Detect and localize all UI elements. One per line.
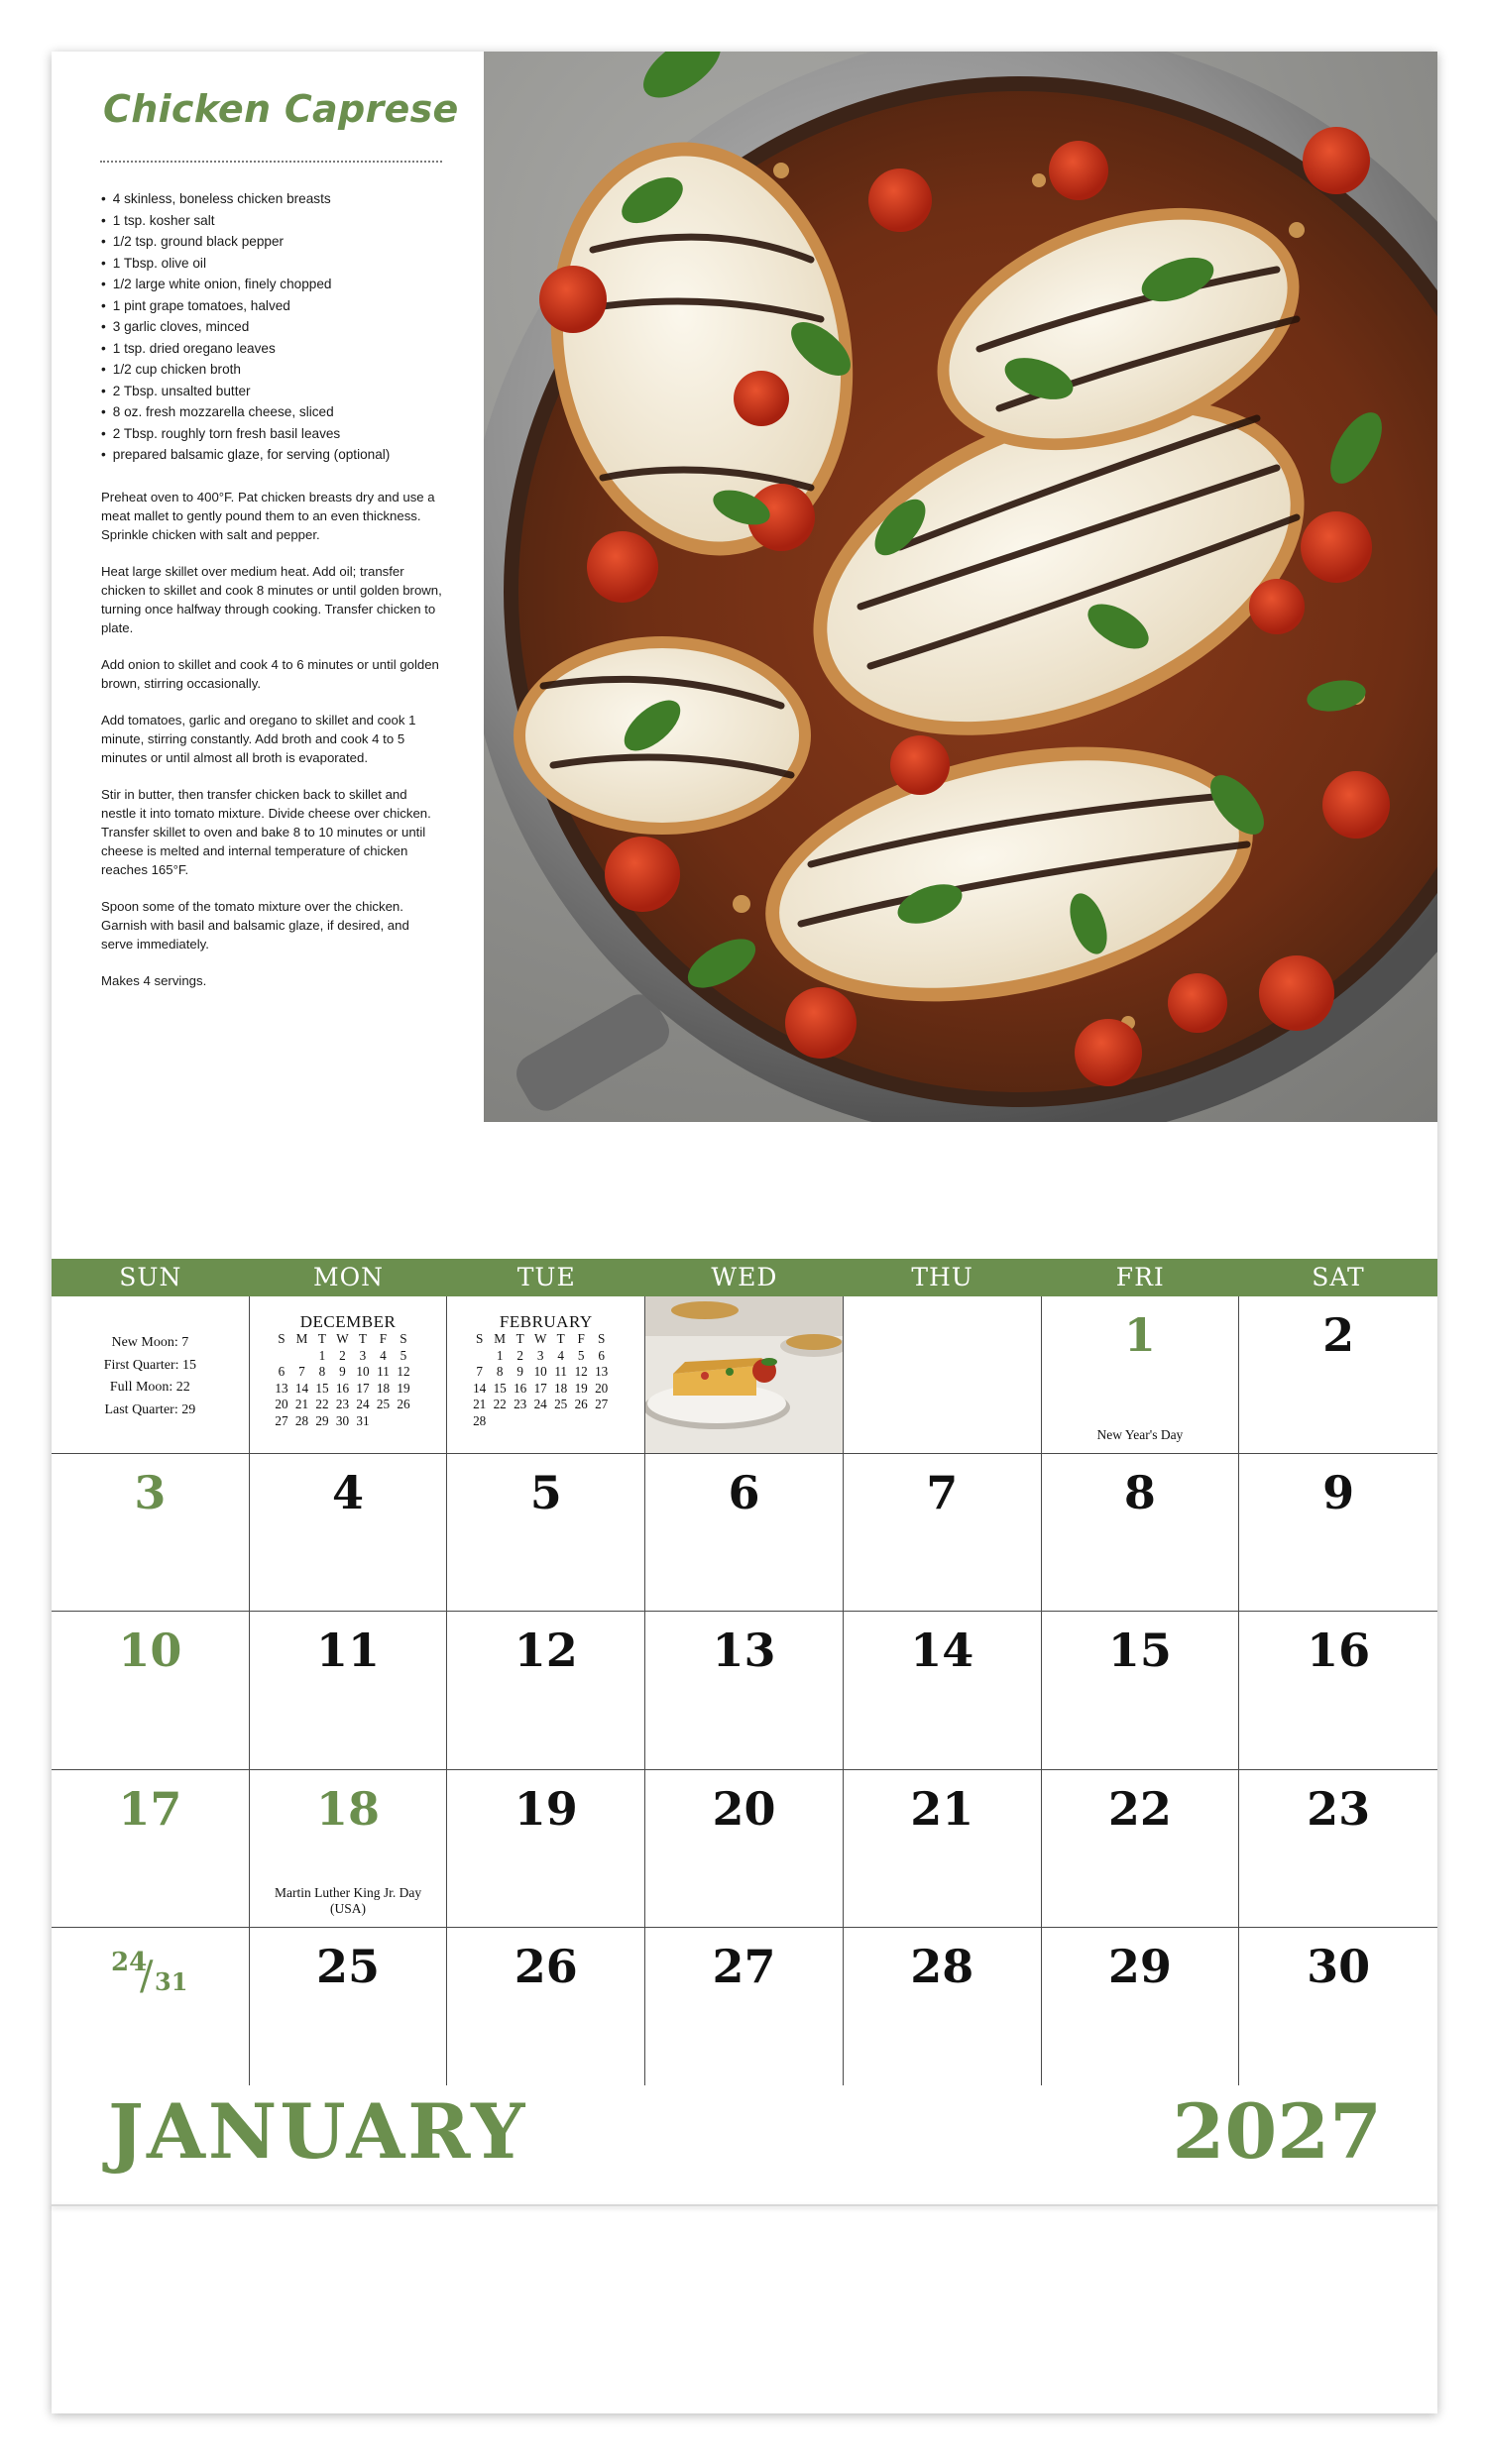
day-cell[interactable] [1239,1612,1437,1769]
mini-day: 23 [335,1397,350,1411]
day-cell[interactable] [645,1612,844,1769]
mini-day: 1 [496,1347,504,1363]
mini-day: 16 [514,1380,527,1396]
moon-phase-list [52,1332,249,1421]
mini-day: 8 [496,1364,504,1379]
mini-day: 22 [493,1397,507,1411]
ingredient-list [101,188,458,466]
mini-day: 8 [318,1364,326,1379]
mini-day: 12 [397,1364,410,1379]
ingredient-item: • 4 skinless, boneless chicken breasts [101,188,458,210]
instruction-paragraph: Makes 4 servings. [101,973,207,988]
mini-calendar-title: FEBRUARY [499,1312,593,1331]
mini-weekday: S [476,1331,484,1346]
day-cell[interactable] [1042,1928,1240,2085]
mini-day: 19 [397,1380,410,1396]
dotted-divider [100,161,442,163]
day-number: 26 [514,1939,578,1993]
mini-day: 18 [376,1380,391,1396]
mini-weekday: M [494,1331,507,1346]
day-cell[interactable] [447,1612,645,1769]
mini-day: 9 [339,1364,346,1379]
mini-day: 21 [294,1397,309,1411]
frittata-photo [645,1296,843,1453]
mini-day: 2 [339,1347,346,1363]
moon-phase-item: Last Quarter: 29 [104,1401,196,1417]
mini-calendar-grid [272,1331,437,1429]
mini-day: 20 [595,1380,609,1396]
day-number: 20 [712,1781,776,1836]
day-number: 3 [134,1466,167,1520]
day-cell[interactable] [1042,1612,1240,1769]
day-number: 8 [1123,1466,1156,1520]
mini-day: 6 [278,1364,286,1379]
mini-day: 17 [356,1380,370,1396]
day-number: 11 [316,1624,381,1678]
weekday-header: FRI [1115,1263,1165,1291]
day-cell[interactable] [1042,1770,1240,1928]
mini-day: 29 [315,1412,329,1428]
day-number: 6 [728,1466,760,1520]
mini-day [550,1413,571,1430]
mini-calendar-december [250,1296,448,1454]
ingredient-item: • 1 tsp. dried oregano leaves [101,338,458,360]
ingredient-item: • 1/2 tsp. ground black pepper [101,231,458,253]
mini-day: 22 [315,1397,329,1411]
mini-day: 24 [533,1397,547,1411]
day-cell[interactable] [844,1928,1042,2085]
day-cell[interactable] [645,1770,844,1928]
mini-day: 25 [554,1397,568,1411]
recipe-title: Chicken Caprese [103,87,459,131]
instruction-paragraph: Stir in butter, then transfer chicken back to skillet and nestle it into tomato mixture. Divide cheese over chicken. Transfer skillet to oven and bake 8 to 10 minutes or until cheese is melted and internal temperature of chicken reaches 165°F. [101,787,431,877]
food-thumbnail-cell [645,1296,844,1454]
day-cell[interactable] [447,1928,645,2085]
day-cell[interactable] [250,1454,448,1612]
mini-day: 23 [514,1397,527,1411]
mini-day: 12 [574,1364,588,1379]
mini-day: 7 [298,1364,305,1379]
instruction-paragraph: Add onion to skillet and cook 4 to 6 minutes or until golden brown, stirring occasionally. [101,657,439,691]
ingredient-item: • 1 tsp. kosher salt [101,210,458,232]
ingredient-item: • 3 garlic cloves, minced [101,316,458,338]
skillet-illustration [484,52,1437,1122]
month-name: JANUARY [108,2087,528,2176]
mini-day: 10 [533,1364,547,1379]
day-number: 14 [910,1624,974,1678]
mini-day: 10 [356,1364,370,1379]
mini-day: 15 [493,1380,507,1396]
mini-day: 15 [315,1380,329,1396]
mini-day: 2 [516,1347,523,1363]
mini-day: 21 [473,1397,487,1411]
day-number: 9 [1322,1466,1355,1520]
mini-day: 16 [335,1380,350,1396]
empty-cell [844,1296,1042,1454]
mini-weekday: S [400,1331,407,1346]
day-cell[interactable] [52,1454,250,1612]
mini-day: 5 [400,1347,407,1363]
mini-day: 28 [473,1412,487,1428]
holiday-label: New Year's Day [1096,1427,1184,1443]
day-number: 21 [910,1781,974,1836]
ingredient-item: • 2 Tbsp. unsalted butter [101,381,458,402]
day-cell[interactable] [250,1928,448,2085]
mini-weekday: W [533,1331,547,1346]
day-number: 30 [1307,1939,1371,1993]
ingredient-item: • 2 Tbsp. roughly torn fresh basil leaves [101,423,458,445]
mini-day: 7 [476,1364,483,1379]
mini-weekday: F [379,1331,388,1346]
day-cell[interactable] [52,1770,250,1928]
mini-day [591,1413,612,1430]
recipe-panel [52,52,482,1122]
mini-day: 4 [380,1347,387,1363]
day-number: 17 [118,1781,182,1836]
day-cell[interactable] [844,1612,1042,1769]
mini-day [510,1413,530,1430]
day-number: 5 [529,1466,562,1520]
moon-phase-item: First Quarter: 15 [103,1357,197,1373]
instruction-paragraph: Add tomatoes, garlic and oregano to skillet and cook 1 minute, stirring constantly. Add broth and cook 4 to 5 minutes or until almost all broth is evaporated. [101,713,416,765]
date-slash: / [140,1953,154,1999]
day-number: 27 [712,1939,776,1993]
mini-day: 31 [356,1412,370,1428]
mini-day: 20 [275,1397,288,1411]
mini-day: 4 [557,1347,564,1363]
weekday-header: WED [711,1263,778,1291]
month-grid [52,1296,1437,2085]
day-number: 10 [118,1624,182,1678]
mini-day: 13 [595,1364,609,1379]
mini-calendar-february [447,1296,645,1454]
weekday-header: SAT [1312,1263,1365,1291]
weekday-header-row [52,1259,1437,1296]
page-fold-line [52,2204,1437,2206]
day-number: 1 [1123,1308,1156,1362]
day-number: 13 [712,1624,776,1678]
mini-day [373,1413,394,1430]
mini-day: 3 [359,1347,367,1363]
day-number: 4 [332,1466,365,1520]
day-cell[interactable] [1239,1296,1437,1454]
mini-weekday: W [336,1331,349,1346]
weekday-header: TUE [516,1263,576,1291]
mini-weekday: F [577,1331,585,1346]
ingredient-item: • 1/2 cup chicken broth [101,359,458,381]
mini-day: 26 [397,1397,410,1411]
mini-day [291,1348,312,1365]
mini-day: 28 [294,1412,309,1428]
mini-weekday: T [358,1331,367,1346]
mini-day: 5 [577,1347,585,1363]
mini-weekday: M [295,1331,308,1346]
day-cell[interactable] [1239,1928,1437,2085]
day-number: 25 [316,1939,381,1993]
mini-day [272,1348,292,1365]
instruction-paragraph: Spoon some of the tomato mixture over the chicken. Garnish with basil and balsamic glaze, if desired, and serve immediately. [101,899,409,952]
mini-day: 11 [377,1364,390,1379]
day-cell[interactable] [844,1770,1042,1928]
recipe-instructions [101,488,443,1008]
mini-day: 17 [533,1380,547,1396]
mini-day: 13 [275,1380,288,1396]
ingredient-item: • 1 pint grape tomatoes, halved [101,295,458,317]
moon-phase-cell [52,1296,250,1454]
day-number: 18 [316,1781,381,1836]
mini-day: 18 [554,1380,568,1396]
day-number: 2 [1322,1308,1355,1362]
day-cell[interactable] [52,1928,250,2085]
day-number: 16 [1307,1624,1371,1678]
day-cell[interactable] [1042,1296,1240,1454]
mini-calendar [469,1313,634,1429]
day-number: 15 [1107,1624,1172,1678]
mini-day: 14 [294,1380,309,1396]
mini-weekday: T [556,1331,565,1346]
mini-weekday: S [598,1331,606,1346]
mini-weekday: T [515,1331,524,1346]
day-number: 28 [910,1939,974,1993]
mini-day: 19 [574,1380,588,1396]
mini-day: 3 [536,1347,544,1363]
mini-calendar-title: DECEMBER [299,1312,397,1331]
day-cell[interactable] [447,1770,645,1928]
weekday-header: MON [313,1263,385,1291]
weekday-header: SUN [119,1263,182,1291]
mini-calendar-grid [469,1331,634,1429]
mini-day: 30 [335,1412,350,1428]
ingredient-item: • 1/2 large white onion, finely chopped [101,274,458,295]
mini-day [394,1413,414,1430]
day-number-24: 24 [111,1947,148,1977]
mini-day: 11 [554,1364,568,1379]
day-cell[interactable] [447,1454,645,1612]
day-cell[interactable] [645,1928,844,2085]
day-cell[interactable] [250,1770,448,1928]
day-number: 23 [1307,1781,1371,1836]
day-number: 12 [514,1624,578,1678]
mini-day [469,1348,490,1365]
day-cell[interactable] [844,1454,1042,1612]
day-number: 19 [514,1781,578,1836]
holiday-label: Martin Luther King Jr. Day (USA) [275,1884,422,1916]
mini-day: 27 [595,1397,609,1411]
mini-day: 27 [275,1412,288,1428]
ingredient-item: • 8 oz. fresh mozzarella cheese, sliced [101,401,458,423]
mini-day: 1 [318,1347,326,1363]
mini-weekday: T [317,1331,326,1346]
recipe-photo [484,52,1437,1122]
mini-day [571,1413,592,1430]
ingredient-item: • prepared balsamic glaze, for serving (optional) [101,444,458,466]
mini-calendar [272,1313,437,1429]
instruction-paragraph: Preheat oven to 400°F. Pat chicken breasts dry and use a meat mallet to gently pound them to an even thickness. Sprinkle chicken with salt and pepper. [101,490,435,542]
day-number: 22 [1107,1781,1172,1836]
mini-day: 24 [356,1397,370,1411]
weekday-header: THU [911,1263,973,1291]
ingredient-item: • 1 Tbsp. olive oil [101,253,458,275]
mini-day: 26 [574,1397,588,1411]
day-number: 7 [926,1466,959,1520]
moon-phase-item: New Moon: 7 [111,1335,189,1350]
day-number: 29 [1107,1939,1172,1993]
mini-day [490,1413,511,1430]
day-cell[interactable] [1239,1454,1437,1612]
mini-day: 6 [598,1347,605,1363]
day-cell[interactable] [645,1454,844,1612]
day-cell[interactable] [250,1612,448,1769]
day-cell[interactable] [1042,1454,1240,1612]
day-cell[interactable] [1239,1770,1437,1928]
day-cell[interactable] [52,1612,250,1769]
calendar-page [52,52,1437,2413]
moon-phase-item: Full Moon: 22 [109,1380,190,1395]
mini-day: 25 [376,1397,391,1411]
mini-day: 9 [516,1364,523,1379]
day-number-31: 31 [155,1966,188,1996]
instruction-paragraph: Heat large skillet over medium heat. Add oil; transfer chicken to skillet and cook 8 minutes or until golden brown, turning once halfway through cooking. Transfer chicken to plate. [101,564,442,635]
year-label: 2027 [1172,2087,1382,2176]
mini-weekday: S [278,1331,286,1346]
mini-day: 14 [473,1380,487,1396]
mini-day [530,1413,551,1430]
